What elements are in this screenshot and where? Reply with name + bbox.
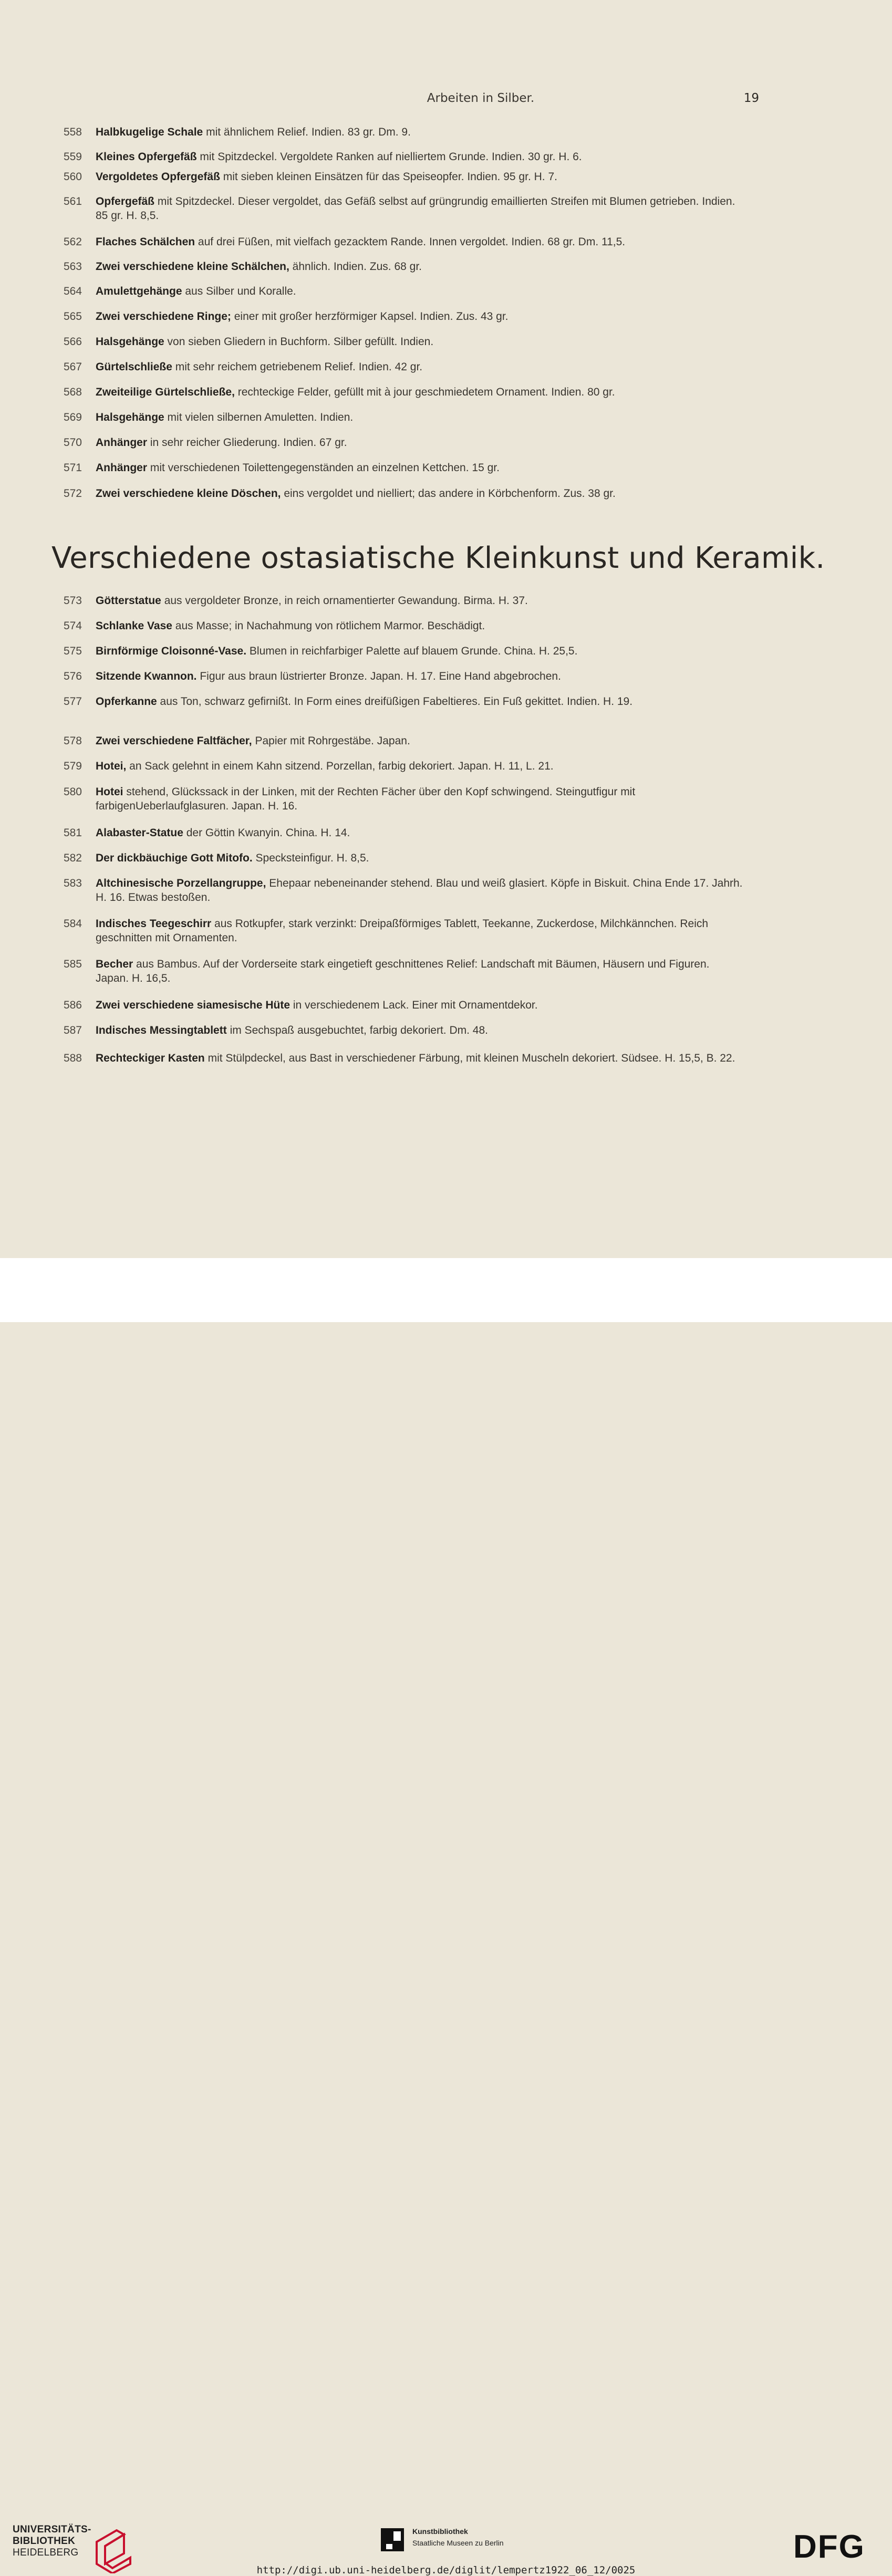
entry-description [96,826,744,840]
entry-description [96,759,744,773]
entry-text: Specksteinfigur. H. 8,5. [252,852,369,864]
entry-number: 586 [63,999,82,1011]
catalog-entry [59,360,744,374]
catalog-entry [59,644,744,658]
entry-description [96,194,744,223]
catalog-entry [59,876,744,905]
catalog-entry [59,309,744,324]
entry-text: mit sieben kleinen Einsätzen für das Speiseopfer. Indien. 95 gr. H. 7. [220,171,557,183]
entry-title: Anhänger [96,462,148,474]
entry-title: Anhänger [96,437,148,449]
entry-description [96,170,744,184]
entry-description [96,876,744,905]
entry-description [96,734,744,748]
entry-number: 564 [63,285,82,297]
entry-number: 570 [63,437,82,449]
entry-description [96,486,744,501]
kunstbibliothek-logo[interactable] [381,2525,517,2556]
entry-title: Sitzende Kwannon. [96,670,197,682]
entry-title: Zwei verschiedene kleine Döschen, [96,487,281,500]
entry-number: 577 [63,695,82,708]
entry-title: Halsgehänge [96,411,164,423]
permalink-url[interactable]: http://digi.ub.uni-heidelberg.de/diglit/lempertz1922_06_12/0025 [256,2564,636,2576]
entry-description [96,235,744,249]
catalog-entry [59,235,744,249]
kunstbibliothek-name: Kunstbibliothek [412,2527,468,2536]
entry-text: mit Spitzdeckel. Vergoldete Ranken auf nielliertem Grunde. Indien. 30 gr. H. 6. [196,151,582,163]
entry-number: 572 [63,487,82,500]
entry-text: Papier mit Rohrgestäbe. Japan. [252,735,410,747]
entry-description [96,1051,744,1065]
entry-description [96,335,744,349]
catalog-entry [59,998,744,1012]
entry-text: aus Ton, schwarz gefirnißt. In Form eines dreifüßigen Fabeltieres. Ein Fuß gekittet. Indien. H. 19. [157,695,633,708]
catalog-entry [59,170,744,184]
entry-text: der Göttin Kwanyin. China. H. 14. [183,827,350,839]
entry-number: 560 [63,171,82,183]
entry-text: Figur aus braun lüstrierter Bronze. Japan. H. 17. Eine Hand abgebrochen. [196,670,561,682]
entry-number: 563 [63,261,82,273]
entry-title: Becher [96,958,133,970]
entry-description [96,998,744,1012]
scanned-page [0,0,892,1258]
catalog-entry [59,410,744,424]
entry-description [96,957,744,985]
entry-number: 568 [63,386,82,398]
entry-description [96,785,744,813]
entry-title: Götterstatue [96,595,161,607]
entry-title: Zwei verschiedene kleine Schälchen, [96,261,289,273]
entry-title: Zwei verschiedene Ringe; [96,310,231,323]
entry-title: Hotei, [96,760,127,772]
library-name-line: HEIDELBERG [13,2547,79,2558]
entry-number: 567 [63,361,82,373]
entry-description [96,309,744,324]
section-heading: Verschiedene ostasiatische Kleinkunst und Keramik. [51,541,825,575]
catalog-entry [59,957,744,985]
catalog-entry [59,259,744,274]
entry-title: Birnförmige Cloisonné-Vase. [96,645,247,657]
entry-title: Altchinesische Porzellangruppe, [96,877,266,889]
catalog-entry [59,335,744,349]
entry-text: rechteckige Felder, gefüllt mit à jour geschmiedetem Ornament. Indien. 80 gr. [234,386,615,398]
entry-title: Indisches Messingtablett [96,1024,227,1036]
entry-number: 559 [63,151,82,163]
entry-description [96,851,744,865]
entry-text: eins vergoldet und nielliert; das andere in Körbchenform. Zus. 38 gr. [281,487,616,500]
entry-title: Vergoldetes Opfergefäß [96,171,220,183]
entry-number: 576 [63,670,82,682]
entry-number: 562 [63,236,82,248]
viewer-footer [0,1258,892,2576]
entry-description [96,1023,744,1037]
entry-text: in verschiedenem Lack. Einer mit Ornamentdekor. [290,999,538,1011]
entry-title: Zwei verschiedene siamesische Hüte [96,999,291,1011]
entry-description [96,694,744,709]
entry-title: Gürtelschließe [96,361,172,373]
entry-number: 588 [63,1052,82,1064]
catalog-entry [59,125,744,139]
entry-text: mit sehr reichem getriebenem Relief. Indien. 42 gr. [172,361,423,373]
entry-title: Amulettgehänge [96,285,182,297]
entry-number: 584 [63,918,82,930]
entry-title: Kleines Opfergefäß [96,151,197,163]
catalog-entry [59,734,744,748]
entry-text: mit ähnlichem Relief. Indien. 83 gr. Dm. 9. [203,126,411,138]
entry-text: mit vielen silbernen Amuletten. Indien. [164,411,354,423]
catalog-entry [59,785,744,813]
catalog-entry [59,150,744,164]
entry-text: ähnlich. Indien. Zus. 68 gr. [289,261,422,273]
entry-description [96,435,744,450]
catalog-entry [59,461,744,475]
catalog-entry [59,284,744,298]
entry-text: in sehr reicher Gliederung. Indien. 67 gr. [147,437,347,449]
entry-text: an Sack gelehnt in einem Kahn sitzend. Porzellan, farbig dekoriert. Japan. H. 11, L. 21. [126,760,554,772]
entry-number: 583 [63,877,82,889]
entry-text: mit Stülpdeckel, aus Bast in verschiedener Färbung, mit kleinen Muscheln dekoriert. Südsee. H. 15,5, B. 22. [204,1052,735,1064]
entry-number: 565 [63,310,82,323]
entry-text: auf drei Füßen, mit vielfach gezacktem Rande. Innen vergoldet. Indien. 68 gr. Dm. 11,5. [195,236,626,248]
entry-number: 571 [63,462,82,474]
entry-title: Rechteckiger Kasten [96,1052,205,1064]
catalog-entry [59,594,744,608]
catalog-entry [59,486,744,501]
entry-number: 558 [63,126,82,138]
entry-number: 574 [63,620,82,632]
catalog-entry [59,194,744,223]
entry-title: Zwei verschiedene Faltfächer, [96,735,252,747]
entry-number: 573 [63,595,82,607]
catalog-entry [59,435,744,450]
entry-text: einer mit großer herzförmiger Kapsel. Indien. Zus. 43 gr. [231,310,509,323]
entry-description [96,385,744,399]
entry-number: 585 [63,958,82,970]
page-number: 19 [743,91,759,105]
catalog-entry [59,619,744,633]
kunstbibliothek-subtitle: Staatliche Museen zu Berlin [412,2539,504,2547]
entry-description [96,150,744,164]
running-head: Arbeiten in Silber. [427,91,535,105]
entry-title: Opfergefäß [96,195,155,207]
entry-text: Blumen in reichfarbiger Palette auf blauem Grunde. China. H. 25,5. [246,645,578,657]
entry-text: aus vergoldeter Bronze, in reich ornamentierter Gewandung. Birma. H. 37. [161,595,528,607]
dfg-logo-text: DFG [793,2530,865,2562]
entry-number: 581 [63,827,82,839]
entry-description [96,125,744,139]
catalog-entry [59,669,744,683]
entry-text: von sieben Gliedern in Buchform. Silber gefüllt. Indien. [164,336,434,348]
entry-title: Indisches Teegeschirr [96,918,212,930]
entry-text: aus Silber und Koralle. [182,285,296,297]
entry-description [96,410,744,424]
entry-title: Alabaster-Statue [96,827,183,839]
catalog-entry [59,1051,744,1065]
entry-number: 578 [63,735,82,747]
entry-title: Halbkugelige Schale [96,126,203,138]
kunstbibliothek-emblem-icon [381,2528,404,2551]
catalog-entry [59,694,744,709]
entry-title: Opferkanne [96,695,157,708]
entry-description [96,669,744,683]
entry-title: Der dickbäuchige Gott Mitofo. [96,852,253,864]
catalog-entry [59,385,744,399]
entry-text: stehend, Glückssack in der Linken, mit der Rechten Fächer über den Kopf schwingend. Steingutfigur mit farbigenUeberlaufglasuren. Japan. H. 16. [96,786,636,812]
entry-number: 580 [63,786,82,798]
entry-number: 561 [63,195,82,207]
entry-text: mit Spitzdeckel. Dieser vergoldet, das Gefäß selbst auf grüngrundig emaillierten Streifen mit Blumen getrieben. Indien. 85 gr. H. 8,5. [96,195,735,222]
entry-number: 582 [63,852,82,864]
entry-number: 569 [63,411,82,423]
entry-title: Flaches Schälchen [96,236,195,248]
library-name-line: BIBLIOTHEK [13,2536,76,2547]
entry-text: im Sechspaß ausgebuchtet, farbig dekoriert. Dm. 48. [226,1024,488,1036]
entry-number: 587 [63,1024,82,1036]
entry-number: 579 [63,760,82,772]
catalog-entry [59,851,744,865]
catalog-entry [59,826,744,840]
entry-description [96,259,744,274]
entry-title: Hotei [96,786,123,798]
entry-description [96,917,744,945]
entry-text: mit verschiedenen Toilettengegenständen an einzelnen Kettchen. 15 gr. [147,462,500,474]
entry-description [96,284,744,298]
dfg-logo[interactable] [793,2530,880,2562]
entry-number: 575 [63,645,82,657]
entry-title: Schlanke Vase [96,620,172,632]
entry-number: 566 [63,336,82,348]
entry-text: aus Rotkupfer, stark verzinkt: Dreipaßförmiges Tablett, Teekanne, Zuckerdose, Milchkännchen. Reich geschnitten mit Ornamenten. [96,918,709,944]
entry-description [96,619,744,633]
catalog-entry [59,759,744,773]
catalog-entry [59,1023,744,1037]
library-name-line: UNIVERSITÄTS- [13,2524,91,2535]
entry-description [96,360,744,374]
entry-title: Zweiteilige Gürtelschließe, [96,386,235,398]
entry-text: Ehepaar nebeneinander stehend. Blau und weiß glasiert. Köpfe in Biskuit. China Ende 17. Jahrh. H. 16. Etwas bestoßen. [96,877,743,903]
catalog-entry [59,917,744,945]
entry-description [96,644,744,658]
entry-description [96,461,744,475]
entry-title: Halsgehänge [96,336,164,348]
entry-description [96,594,744,608]
entry-text: aus Bambus. Auf der Vorderseite stark eingetieft geschnittenes Relief: Landschaft mit Bäumen, Häusern und Figuren. Japan. H. 16,5. [96,958,710,984]
entry-text: aus Masse; in Nachahmung von rötlichem Marmor. Beschädigt. [172,620,485,632]
